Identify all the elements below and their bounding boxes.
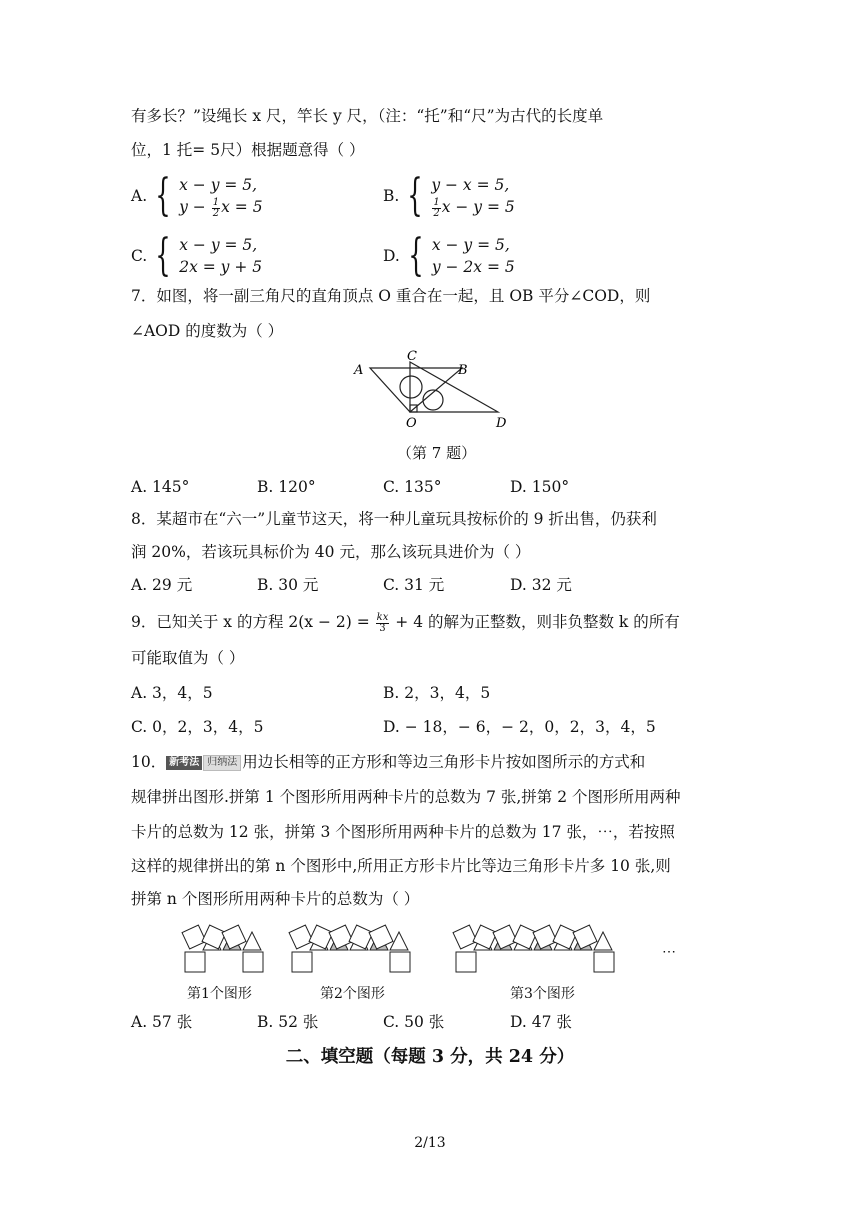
figure-1-label: 第1个图形: [187, 986, 252, 1002]
q10-option-b[interactable]: B. 52 张: [257, 1013, 319, 1031]
q6-option-c[interactable]: C. { x − y = 5, 2x = y + 5: [131, 230, 263, 281]
q10-figure: [180, 920, 700, 976]
page-number: 2/13: [414, 1135, 446, 1151]
section-heading: 二、填空题（每题 3 分，共 24 分）: [285, 1047, 575, 1067]
equation: y − x = 5,: [431, 176, 510, 194]
q7-line2: ∠AOD 的度数为（ ）: [131, 322, 284, 340]
q9-line2: 可能取值为（ ）: [131, 649, 245, 667]
q8-option-c[interactable]: C. 31 元: [383, 576, 445, 594]
q9-option-c[interactable]: C. 0，2，3，4，5: [131, 718, 264, 736]
q10-line1: 10． 新考法 归纳法 用边长相等的正方形和等边三角形卡片按如图所示的方式和: [131, 753, 646, 771]
new-method-badge: 新考法: [166, 756, 202, 770]
q9-line1: 9．已知关于 x 的方程 2(x − 2) = $\frac{kx}{3}$ + 4 的解为正整数，则非负整数 k 的所有: [131, 611, 680, 634]
q7-option-c[interactable]: C. 135°: [383, 478, 442, 496]
q7-option-a[interactable]: A. 145°: [131, 478, 190, 496]
option-label: D.: [383, 247, 400, 265]
q8-line1: 8．某超市在“六一”儿童节这天，将一种儿童玩具按标价的 9 折出售，仍获利: [131, 510, 657, 528]
figure-3-label: 第3个图形: [510, 986, 575, 1002]
q10-option-a[interactable]: A. 57 张: [131, 1013, 193, 1031]
q9-option-d[interactable]: D. − 18，− 6，− 2，0，2，3，4，5: [383, 718, 656, 736]
option-label: A.: [131, 187, 148, 206]
q10-option-c[interactable]: C. 50 张: [383, 1013, 445, 1031]
q7-caption: （第 7 题）: [397, 444, 477, 462]
label-c: C: [407, 349, 417, 364]
ellipsis: ⋯: [662, 944, 676, 960]
q10-option-d[interactable]: D. 47 张: [510, 1013, 572, 1031]
q7-line1: 7．如图，将一副三角尺的直角顶点 O 重合在一起，且 OB 平分∠COD，则: [131, 287, 651, 305]
q10-line3: 卡片的总数为 12 张，拼第 3 个图形所用两种卡片的总数为 17 张，⋯，若按照: [131, 823, 675, 841]
q6-option-b[interactable]: B. { y − x = 5, $\frac{1}{2}$ x − y = 5: [383, 170, 515, 222]
figure-2-label: 第2个图形: [320, 986, 385, 1002]
option-label: C.: [131, 247, 148, 265]
q6-option-d[interactable]: D. { x − y = 5, y − 2x = 5: [383, 230, 515, 281]
induction-badge: 归纳法: [203, 755, 241, 771]
q8-option-a[interactable]: A. 29 元: [131, 576, 193, 594]
label-o: O: [406, 416, 417, 431]
label-b: B: [458, 363, 468, 378]
q8-option-b[interactable]: B. 30 元: [257, 576, 319, 594]
q7-option-b[interactable]: B. 120°: [257, 478, 316, 496]
q10-line2: 规律拼出图形.拼第 1 个图形所用两种卡片的总数为 7 张,拼第 2 个图形所用两种: [131, 788, 681, 806]
q6-option-a[interactable]: A. { x − y = 5, y − $\frac{1}{2}$ x = 5: [131, 170, 263, 222]
q10-line5: 拼第 n 个图形所用两种卡片的总数为（ ）: [131, 890, 420, 908]
q7-option-d[interactable]: D. 150°: [510, 478, 570, 496]
q6-line1: 有多长？”设绳长 x 尺，竿长 y 尺，（注：“托”和“尺”为古代的长度单: [131, 107, 604, 125]
label-a: A: [354, 363, 364, 378]
label-d: D: [496, 416, 507, 431]
q6-line2: 位，1 托= 5尺）根据题意得（ ）: [131, 141, 365, 159]
q9-option-a[interactable]: A. 3，4，5: [131, 684, 213, 702]
equation: x − y = 5,: [179, 176, 258, 194]
q8-option-d[interactable]: D. 32 元: [510, 576, 572, 594]
q7-figure: [350, 348, 520, 432]
q8-line2: 润 20%，若该玩具标价为 40 元，那么该玩具进价为（ ）: [131, 543, 531, 561]
triangle-cod: [410, 362, 498, 412]
q9-option-b[interactable]: B. 2，3，4，5: [383, 684, 491, 702]
q10-line4: 这样的规律拼出的第 n 个图形中,所用正方形卡片比等边三角形卡片多 10 张,则: [131, 857, 671, 875]
option-label: B.: [383, 187, 400, 206]
